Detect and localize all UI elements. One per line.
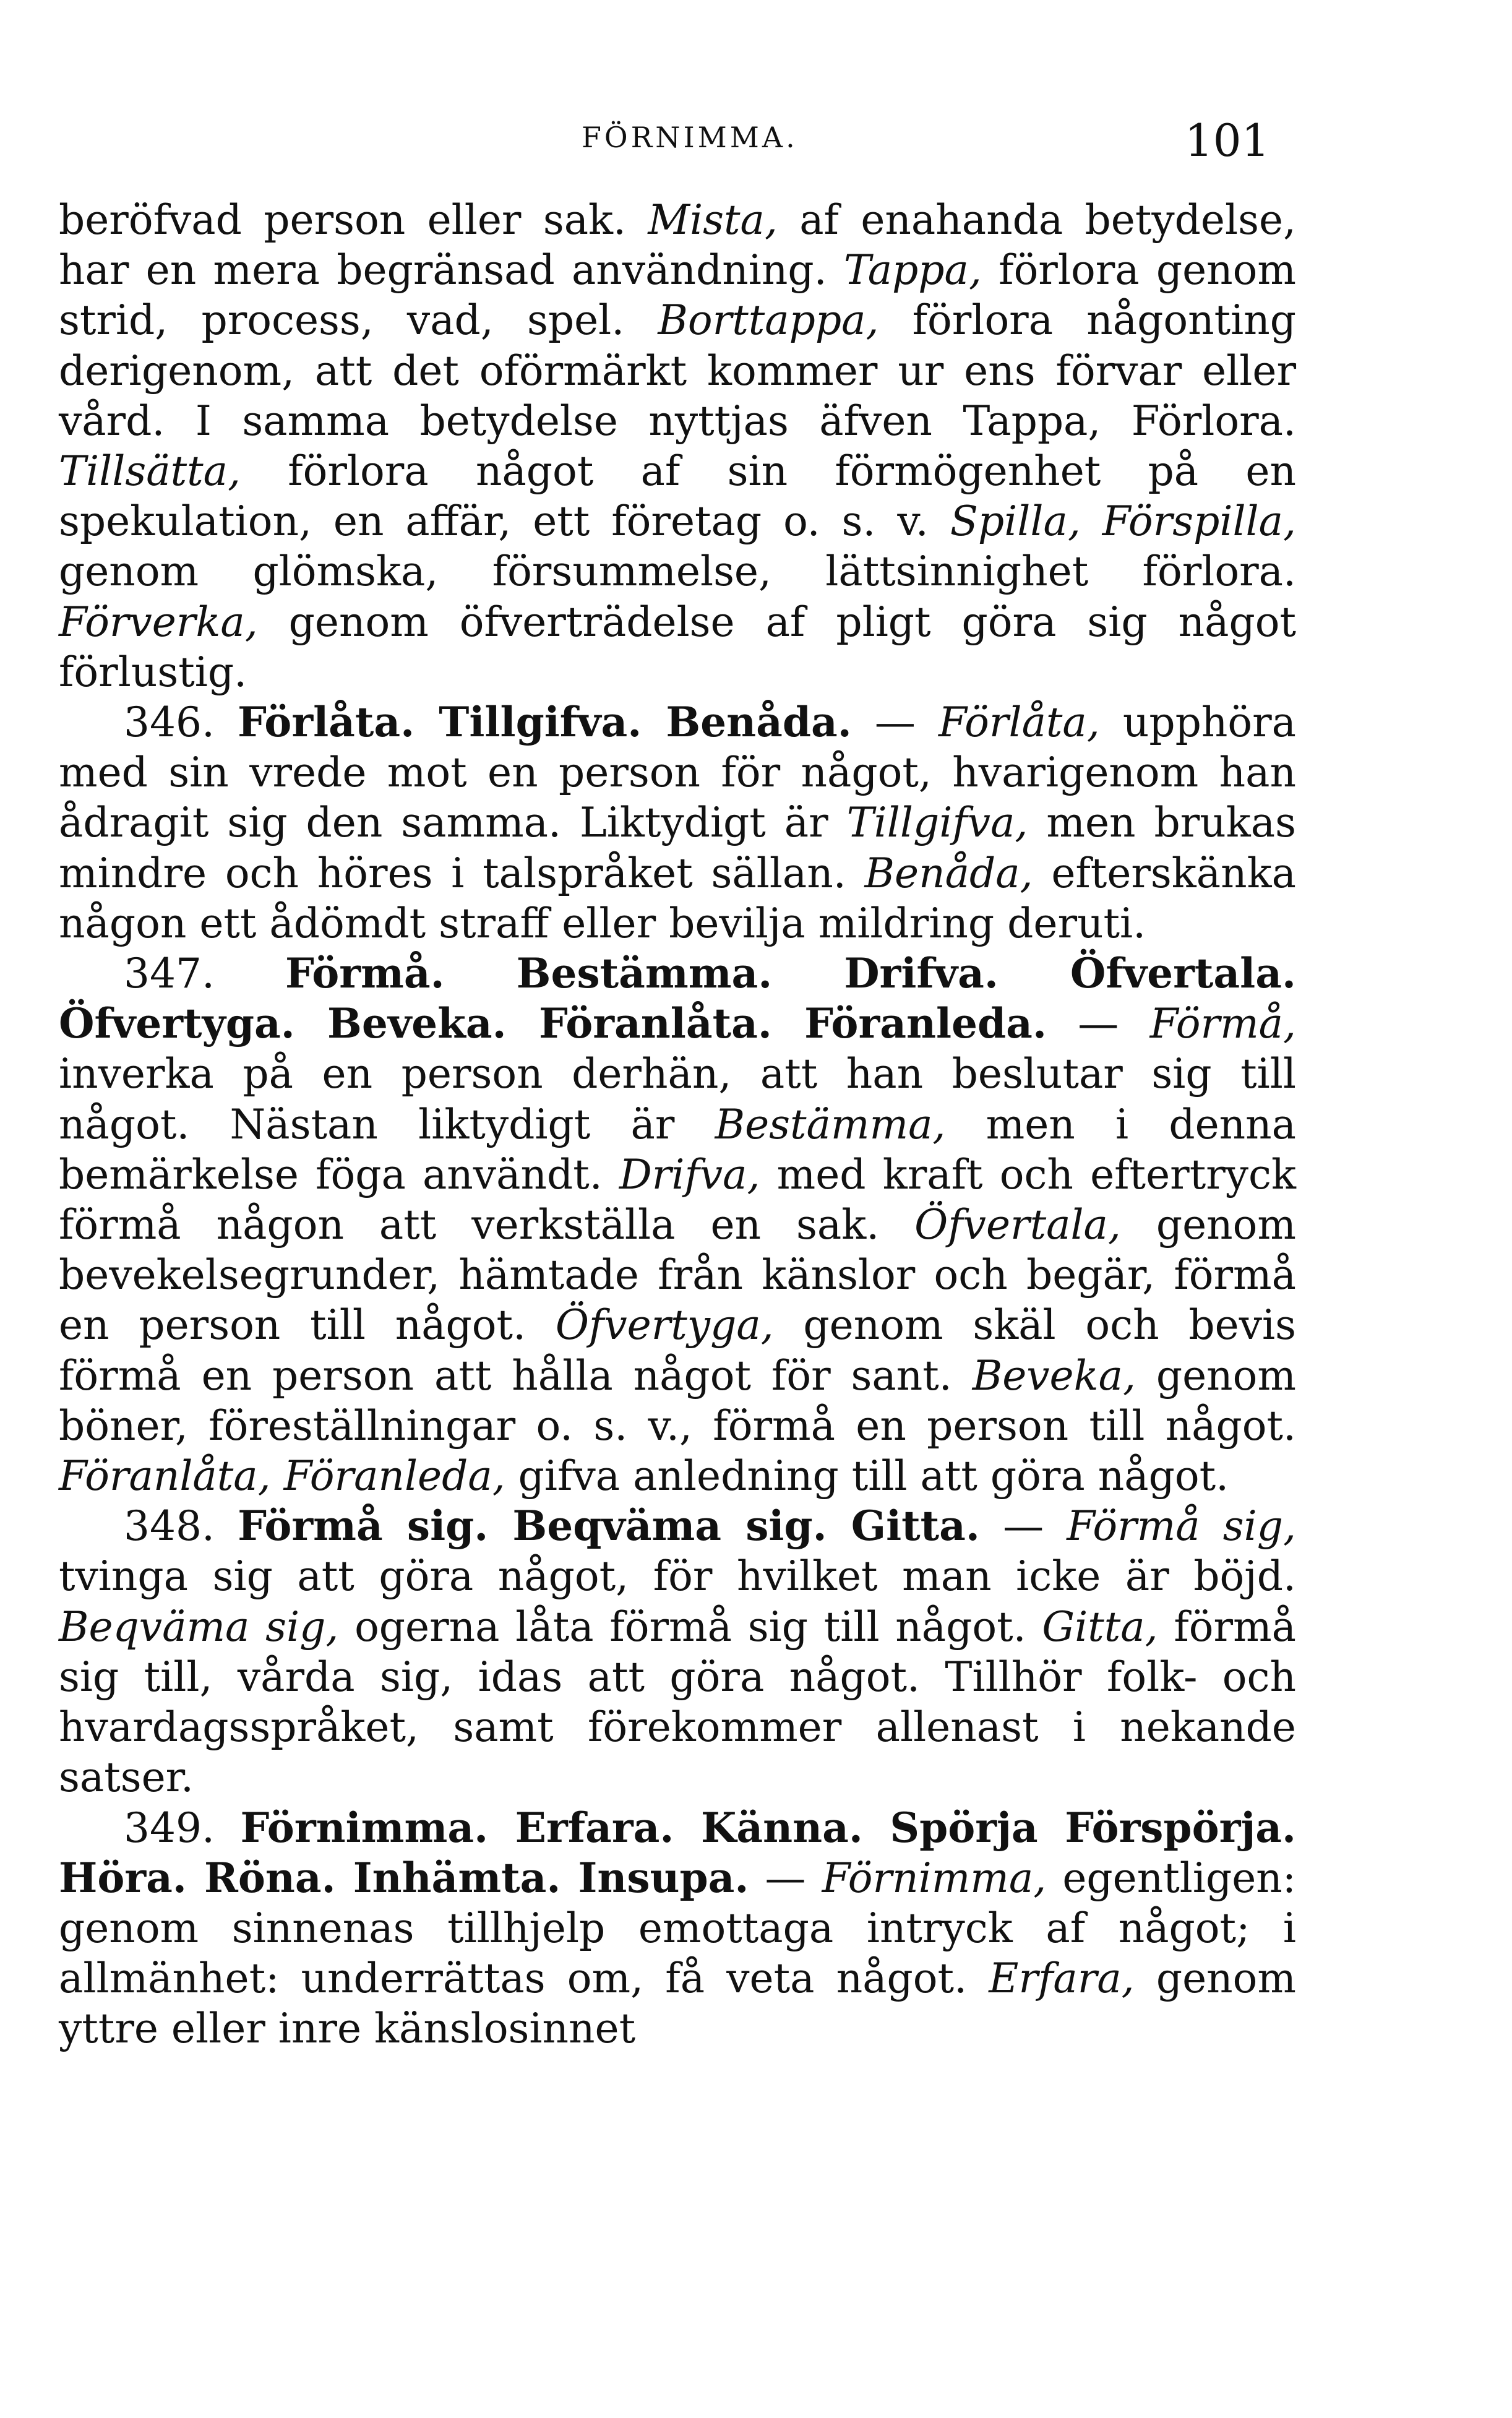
text-run: men brukas mindre och höres i talspråket sällan. [59, 799, 1296, 897]
text-run: genom glömska, försummelse, lättsinnighet förlora. [59, 548, 1296, 596]
text-run: beröfvad person eller sak. [59, 196, 648, 244]
continuation-paragraph [59, 195, 1296, 697]
text-run: förlora något af sin förmögenhet på en spekulation, en affär, ett företag o. s. v. [59, 447, 1296, 546]
text-run: genom yttre eller inre känslosinnet [59, 1955, 1296, 2053]
text-run: förlora genom strid, process, vad, spel. [59, 246, 1296, 345]
text-run: — [1046, 1000, 1150, 1048]
text-run: 346. [124, 699, 238, 747]
page-body [59, 195, 1296, 2054]
headword-group: Förmå sig. Beqväma sig. Gitta. [238, 1502, 980, 1551]
dictionary-entry-347 [59, 949, 1296, 1501]
dictionary-entry-349 [59, 1803, 1296, 2054]
page-number: 101 [1185, 114, 1270, 166]
text-run: efterskänka någon ett ådömdt straff eller bevilja mildring deruti. [59, 849, 1296, 947]
text-run: 347. [124, 950, 286, 998]
text-run: — [851, 699, 939, 747]
dictionary-entry-348 [59, 1501, 1296, 1802]
text-run: egentligen: genom sinnenas tillhjelp emottaga intryck af något; i allmänhet: underrättas om, få veta något. [59, 1854, 1296, 2003]
italic-term: Borttappa, [658, 296, 879, 345]
text-run: gifva anledning till att göra något. [505, 1452, 1229, 1500]
text-run: 348. [124, 1502, 238, 1551]
italic-term: Förmå sig, [1067, 1502, 1297, 1551]
italic-term: Spilla, Förspilla, [950, 497, 1296, 546]
italic-term: Bestämma, [715, 1100, 946, 1148]
italic-term: Drifva, [619, 1150, 760, 1198]
text-run: men i denna bemärkelse föga användt. [59, 1100, 1296, 1198]
italic-term: Förmå, [1149, 1000, 1296, 1048]
italic-term: Förverka, [59, 598, 258, 646]
text-run: genom öfverträdelse af pligt göra sig något förlustig. [59, 598, 1296, 696]
text-run: förlora någonting derigenom, att det oförmärkt kommer ur ens förvar eller vård. I samma betydelse nyttjas äfven Tappa, Förlora. [59, 296, 1296, 445]
text-run: ogerna låta förmå sig till något. [338, 1603, 1042, 1651]
italic-term: Tillsätta, [59, 447, 241, 496]
text-run: tvinga sig att göra något, för hvilket man icke är böjd. [59, 1552, 1296, 1601]
italic-term: Öfvertyga, [555, 1301, 774, 1349]
page-header [0, 114, 1512, 170]
text-run: af enahanda betydelse, har en mera begränsad användning. [59, 196, 1297, 295]
text-run: genom bevekelsegrunder, hämtade från känslor och begär, förmå en person till något. [59, 1201, 1296, 1349]
text-run: inverka på en person derhän, att han beslutar sig till något. Nästan liktydigt är [59, 1050, 1296, 1148]
text-run: 349. [124, 1804, 241, 1852]
italic-term: Beqväma sig, [59, 1603, 339, 1651]
text-run: genom skäl och bevis förmå en person att hålla något för sant. [59, 1301, 1296, 1400]
headword-group: Förmå. Bestämma. Drifva. Öfvertala. Öfvertyga. Beveka. Föranlåta. Föranleda. [59, 949, 1296, 1048]
headword-group: Förlåta. Tillgifva. Benåda. [238, 698, 852, 747]
italic-term: Föranlåta, Föranleda, [59, 1452, 505, 1500]
text-run: upphöra med sin vrede mot en person för något, hvarigenom han ådragit sig den samma. Liktydigt är [59, 699, 1297, 847]
running-head: FÖRNIMMA. [582, 121, 798, 154]
italic-term: Öfvertala, [914, 1201, 1121, 1249]
text-run: genom böner, föreställningar o. s. v., förmå en person till något. [59, 1351, 1296, 1450]
italic-term: Tappa, [843, 246, 982, 295]
italic-term: Förlåta, [938, 699, 1100, 747]
italic-term: Förnimma, [822, 1854, 1047, 1902]
text-run: med kraft och eftertryck förmå någon att verkställa en sak. [59, 1150, 1297, 1249]
italic-term: Benåda, [864, 849, 1033, 897]
italic-term: Mista, [648, 196, 778, 244]
italic-term: Beveka, [972, 1351, 1136, 1400]
text-run: — [749, 1854, 822, 1902]
text-run: — [979, 1502, 1067, 1551]
italic-term: Tillgifva, [846, 799, 1028, 847]
text-run: förmå sig till, vårda sig, idas att göra något. Tillhör folk- och hvardagsspråket, samt förekommer allenast i nekande satser. [59, 1603, 1296, 1802]
dictionary-entry-346 [59, 697, 1296, 949]
italic-term: Erfara, [989, 1955, 1135, 2003]
headword-group: Förnimma. Erfara. Känna. Spörja Förspörja. Höra. Röna. Inhämta. Insupa. [59, 1803, 1296, 1902]
italic-term: Gitta, [1042, 1603, 1158, 1651]
